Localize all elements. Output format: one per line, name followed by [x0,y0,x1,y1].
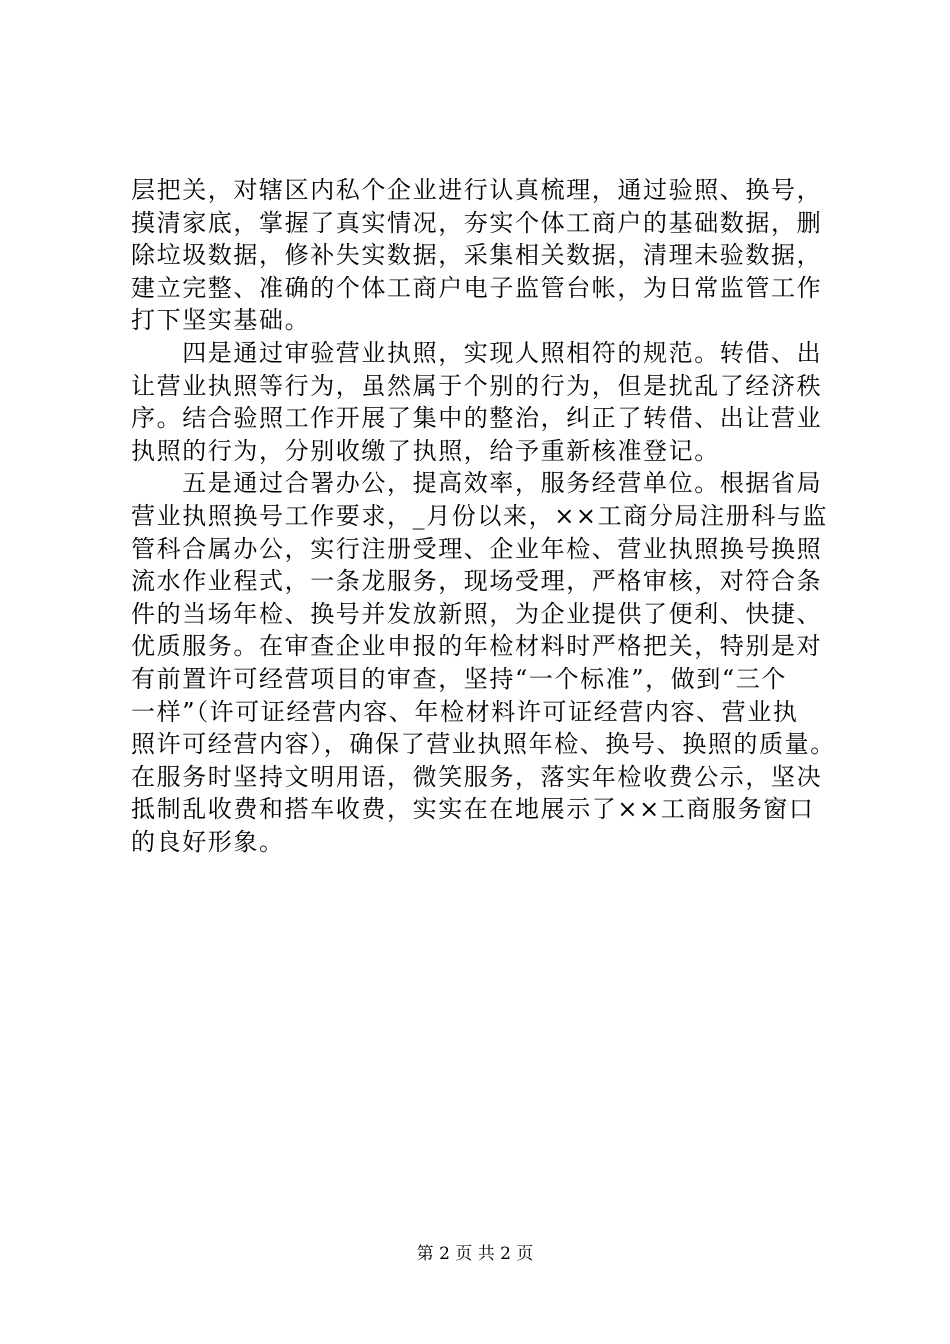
text-line: 一样”（许可证经营内容、年检材料许可证经营内容、营业执 [131,697,799,726]
text-line: 优质服务。在审查企业申报的年检材料时严格把关，特别是对 [131,632,823,661]
text-line: 序。结合验照工作开展了集中的整治，纠正了转借、出让营业 [131,404,823,433]
text-line: 有前置许可经营项目的审查，坚持“一个标准”，做到“三个 [131,664,788,693]
text-line: 建立完整、准确的个体工商户电子监管台帐，为日常监管工作 [131,273,823,302]
document-body [131,174,836,858]
text-line: 营业执照换号工作要求，_月份以来，××工商分局注册科与监 [131,501,829,530]
text-line: 照许可经营内容），确保了营业执照年检、换号、换照的质量。 [131,730,836,759]
text-line: 流水作业程式，一条龙服务，现场受理，严格审核，对符合条 [131,567,823,596]
page-number-footer: 第 2 页 共 2 页 [416,1244,534,1264]
text-line: 抵制乱收费和搭车收费，实实在在地展示了××工商服务窗口 [131,795,815,824]
text-line: 层把关，对辖区内私个企业进行认真梳理，通过验照、换号， [131,176,823,204]
text-line: 执照的行为，分别收缴了执照，给予重新核准登记。 [131,436,720,465]
text-line: 的良好形象。 [131,827,285,856]
text-line: 除垃圾数据，修补失实数据，采集相关数据，清理未验数据， [131,241,823,270]
text-line: 打下坚实基础。 [131,306,311,335]
text-line: 件的当场年检、换号并发放新照，为企业提供了便利、快捷、 [131,599,823,628]
text-line: 让营业执照等行为，虽然属于个别的行为，但是扰乱了经济秩 [131,371,823,400]
paragraph-four-start: 四是通过审验营业执照，实现人照相符的规范。转借、出 [131,338,823,367]
paragraph-five-start: 五是通过合署办公，提高效率，服务经营单位。根据省局 [131,469,823,498]
text-line: 管科合属办公，实行注册受理、企业年检、营业执照换号换照 [131,534,823,563]
text-line: 在服务时坚持文明用语，微笑服务，落实年检收费公示，坚决 [131,762,823,791]
text-line: 摸清家底，掌握了真实情况，夯实个体工商户的基础数据，删 [131,208,823,237]
